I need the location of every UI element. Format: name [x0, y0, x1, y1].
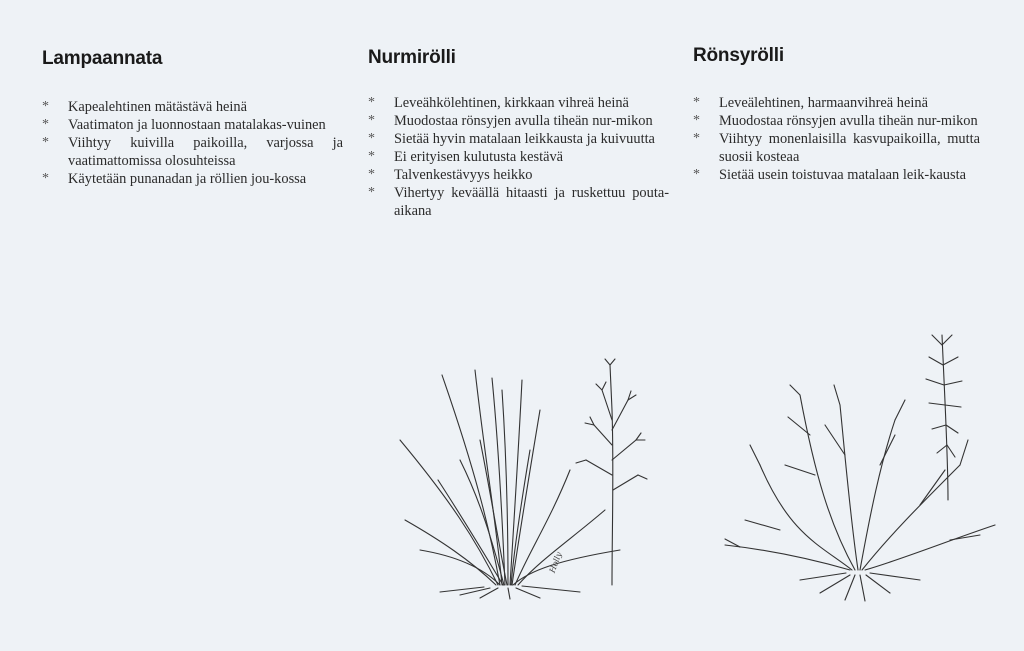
column-title: Nurmirölli: [368, 47, 456, 68]
column-title: Rönsyrölli: [693, 45, 784, 66]
column-title: Lampaannata: [42, 48, 163, 69]
bullet-icon: *: [368, 113, 375, 128]
list-item: * Kapealehtinen mätästävä heinä: [42, 99, 247, 115]
bullet-icon: *: [693, 167, 700, 182]
list-item: * Viihtyy monenlaisilla kasvupaikoilla, mutta suosii kosteaa: [693, 131, 980, 165]
bullet-icon: *: [42, 171, 49, 186]
ronsyrolli-plant-illustration: [720, 325, 1000, 605]
list-item: * Ei erityisen kulutusta kestävä: [368, 149, 564, 165]
bullet-icon: *: [368, 185, 375, 200]
bullet-list: [42, 98, 343, 188]
list-item: * Sietää hyvin matalaan leikkausta ja kuivuutta: [368, 131, 655, 147]
artist-signature: Holly: [547, 550, 564, 575]
bullet-icon: *: [368, 149, 375, 164]
list-item: * Leveähkölehtinen, kirkkaan vihreä heinä: [368, 95, 629, 111]
bullet-icon: *: [42, 135, 49, 150]
bullet-icon: *: [368, 131, 375, 146]
list-item: * Viihtyy kuivilla paikoilla, varjossa ja vaatimattomissa olosuhteissa: [42, 135, 343, 169]
bullet-list: [368, 94, 669, 220]
nurmirolli-plant-illustration: [380, 350, 670, 600]
bullet-list: [693, 94, 980, 184]
bullet-icon: *: [693, 131, 700, 146]
list-item: * Vihertyy keväällä hitaasti ja ruskettuu pouta-aikana: [368, 185, 669, 219]
bullet-icon: *: [693, 95, 700, 110]
list-item: * Muodostaa rönsyjen avulla tiheän nur-mikon: [368, 113, 653, 129]
bullet-icon: *: [42, 117, 49, 132]
list-item: * Käytetään punanadan ja röllien jou-kossa: [42, 171, 307, 187]
bullet-icon: *: [368, 167, 375, 182]
list-item: * Sietää usein toistuvaa matalaan leik-kausta: [693, 167, 966, 183]
list-item: * Vaatimaton ja luonnostaan matalakas-vuinen: [42, 117, 326, 133]
list-item: * Talvenkestävyys heikko: [368, 167, 533, 183]
bullet-icon: *: [368, 95, 375, 110]
list-item: * Leveälehtinen, harmaanvihreä heinä: [693, 95, 928, 111]
bullet-icon: *: [693, 113, 700, 128]
bullet-icon: *: [42, 99, 49, 114]
list-item: * Muodostaa rönsyjen avulla tiheän nur-mikon: [693, 113, 978, 129]
